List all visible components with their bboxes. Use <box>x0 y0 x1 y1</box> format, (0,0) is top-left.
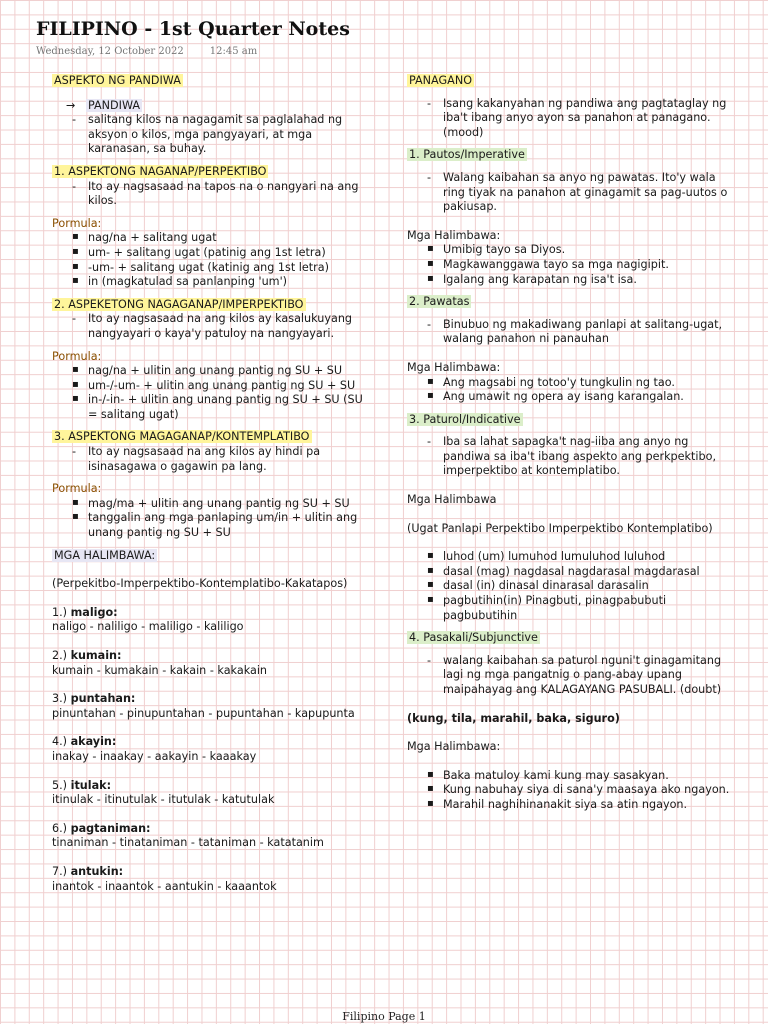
example-sentence: ▪ Ang magsabi ng totoo'y tungkulin ng tao. <box>407 376 739 391</box>
example-word: antukin: <box>70 864 124 878</box>
example-forms: naligo - naliligo - maliligo - kaliligo <box>52 620 244 634</box>
example-item: 1.) maligo: naligo - naliligo - maliligo - kaliligo <box>52 606 374 635</box>
example-item: 5.) itulak: itinulak - itinutulak - itutulak - katutulak <box>52 779 374 808</box>
formula-item: ▪ um- + salitang ugat (patinig ang 1st letra) <box>52 246 374 261</box>
columns-note: (Ugat Panlapi Perpektibo Imperpektibo Kontemplatibo) <box>407 521 713 535</box>
mood-desc: - Walang kaibahan sa anyo ng pawatas. Ito'y wala ring tiyak na panahon at ginagamit sa pag-uutos o pakiusap. <box>407 171 739 215</box>
section-heading: 2. ASPEKETONG NAGAGANAP/IMPERPEKTIBO <box>54 297 304 311</box>
example-word: itulak: <box>70 778 112 792</box>
mood-desc: - Binubuo ng makadiwang panlapi at salitang-ugat, walang panahon ni panauhan <box>407 318 739 347</box>
example-forms: tinaniman - tinataniman - tataniman - katatanim <box>52 836 324 850</box>
examples-pattern: (Perpekitbo-Imperpektibo-Kontemplatibo-Kakatapos) <box>52 577 348 591</box>
mood-heading: 3. Paturol/Indicative <box>409 412 521 426</box>
formula-list <box>52 231 374 289</box>
example-item: 7.) antukin: inantok - inaantok - aantukin - kaaantok <box>52 865 374 894</box>
example-sentence: ▪ luhod (um) lumuhod lumuluhod luluhod <box>407 550 739 565</box>
aspekto-heading: ASPEKTO NG PANDIWA <box>54 74 181 87</box>
panagano-heading: PANAGANO <box>409 74 473 87</box>
example-forms: itinulak - itinutulak - itutulak - katutulak <box>52 793 275 807</box>
left-column <box>52 74 374 894</box>
example-item: 6.) pagtaniman: tinaniman - tinataniman - tataniman - katatanim <box>52 822 374 851</box>
examples-label: Mga Halimbawa: <box>407 740 501 754</box>
example-sentence: ▪ Magkawanggawa tayo sa mga nagigipit. <box>407 258 739 273</box>
formula-label: Pormula: <box>52 216 102 230</box>
example-forms: kumain - kumakain - kakain - kakakain <box>52 663 268 677</box>
example-word: akayin: <box>70 735 117 749</box>
formula-item: ▪ nag/na + ulitin ang unang pantig ng SU + SU <box>52 364 374 379</box>
formula-item: ▪ in-/-in- + ulitin ang unang pantig ng SU + SU (SU = salitang ugat) <box>52 393 374 422</box>
page-footer: Filipino Page 1 <box>342 1010 426 1023</box>
formula-list <box>52 364 374 422</box>
formula-label: Pormula: <box>52 349 102 363</box>
panagano-definition: - Isang kakanyahan ng pandiwa ang pagtataglay ng iba't ibang anyo ayon sa panahon at panagano. (mood) <box>407 97 739 141</box>
example-forms: inakay - inaakay - aakayin - kaaakay <box>52 749 257 763</box>
mood-heading: 2. Pawatas <box>409 295 470 309</box>
example-forms: pinuntahan - pinupuntahan - pupuntahan - kapupunta <box>52 706 355 720</box>
example-forms: inantok - inaantok - aantukin - kaaantok <box>52 879 277 893</box>
mood-heading: 4. Pasakali/Subjunctive <box>409 631 538 645</box>
section-desc: - Ito ay nagsasaad na ang kilos ay kasalukuyang nangyayari o kaya'y patuloy na nangyayari. <box>52 312 374 341</box>
formula-label: Pormula: <box>52 482 102 496</box>
example-sentence: ▪ dasal (in) dinasal dinarasal darasalin <box>407 579 739 594</box>
formula-item: ▪ um-/-um- + ulitin ang unang pantig ng SU + SU <box>52 379 374 394</box>
section-heading: 1. ASPEKTONG NAGANAP/PERPEKTIBO <box>54 164 267 178</box>
date-stamp: Wednesday, 12 October 2022 <box>36 46 184 57</box>
pandiwa-definition: - salitang kilos na nagagamit sa paglalahad ng aksyon o kilos, mga pangyayari, at mga karanasan, sa buhay. <box>52 113 374 157</box>
right-column <box>407 74 739 813</box>
formula-list <box>52 497 374 541</box>
formula-item: ▪ in (magkatulad sa panlanping 'um') <box>52 275 374 290</box>
section-heading: 3. ASPEKTONG MAGAGANAP/KONTEMPLATIBO <box>54 430 310 444</box>
formula-item: ▪ nag/na + salitang ugat <box>52 231 374 246</box>
formula-item: ▪ -um- + salitang ugat (katinig ang 1st letra) <box>52 261 374 276</box>
pandiwa-label: PANDIWA <box>88 98 141 112</box>
example-item: 2.) kumain: kumain - kumakain - kakain - kakakain <box>52 649 374 678</box>
page-meta <box>36 46 257 57</box>
example-item: 3.) puntahan: pinuntahan - pinupuntahan - pupuntahan - kapupunta <box>52 692 374 721</box>
conjunctions-note: (kung, tila, marahil, baka, siguro) <box>407 711 620 725</box>
formula-item: ▪ mag/ma + ulitin ang unang pantig ng SU + SU <box>52 497 374 512</box>
example-sentence: ▪ Marahil naghihinanakit siya sa atin ngayon. <box>407 798 739 813</box>
example-word: puntahan: <box>70 692 136 706</box>
examples-label: Mga Halimbawa <box>407 493 497 507</box>
example-sentence: ▪ pagbutihin(in) Pinagbuti, pinagpabubuti pagbubutihin <box>407 594 739 623</box>
arrow-right-icon: → <box>66 98 76 112</box>
examples-label: Mga Halimbawa: <box>407 228 501 242</box>
example-item: 4.) akayin: inakay - inaakay - aakayin - kaaakay <box>52 735 374 764</box>
mood-desc: - Iba sa lahat sapagka't nag-iiba ang anyo ng pandiwa sa iba't ibang aspekto ang perkpektibo, imperpektibo at kontemplatibo. <box>407 435 739 479</box>
example-sentence: ▪ Kung nabuhay siya di sana'y maasaya ako ngayon. <box>407 783 739 798</box>
example-sentence: ▪ Umibig tayo sa Diyos. <box>407 243 739 258</box>
mood-heading: 1. Pautos/Imperative <box>409 148 525 162</box>
section-desc: - Ito ay nagsasaad na ang kilos ay hindi pa isinasagawa o gagawin pa lang. <box>52 445 374 474</box>
page-title: FILIPINO - 1st Quarter Notes <box>36 18 350 40</box>
time-stamp: 12:45 am <box>209 46 258 57</box>
example-word: maligo: <box>70 605 118 619</box>
example-sentence: ▪ Baka matuloy kami kung may sasakyan. <box>407 769 739 784</box>
examples-heading: MGA HALIMBAWA: <box>54 548 156 562</box>
mood-desc: - walang kaibahan sa paturol nguni't ginagamitang lagi ng mga pangatnig o pang-abay upang maipahayag ang KALAGAYANG PASUBALI. (doubt) <box>407 654 739 698</box>
pandiwa-row <box>52 99 374 114</box>
example-sentence: ▪ Ang umawit ng opera ay isang karangalan. <box>407 390 739 405</box>
pandiwa-def-list <box>52 113 374 157</box>
example-word: pagtaniman: <box>70 821 151 835</box>
examples-label: Mga Halimbawa: <box>407 360 501 374</box>
formula-item: ▪ tanggalin ang mga panlaping um/in + ulitin ang unang pantig ng SU + SU <box>52 511 374 540</box>
example-sentence: ▪ dasal (mag) nagdasal nagdarasal magdarasal <box>407 565 739 580</box>
example-word: kumain: <box>70 649 122 662</box>
section-desc: - Ito ay nagsasaad na tapos na o nangyari na ang kilos. <box>52 180 374 209</box>
example-sentence: ▪ Igalang ang karapatan ng isa't isa. <box>407 273 739 288</box>
